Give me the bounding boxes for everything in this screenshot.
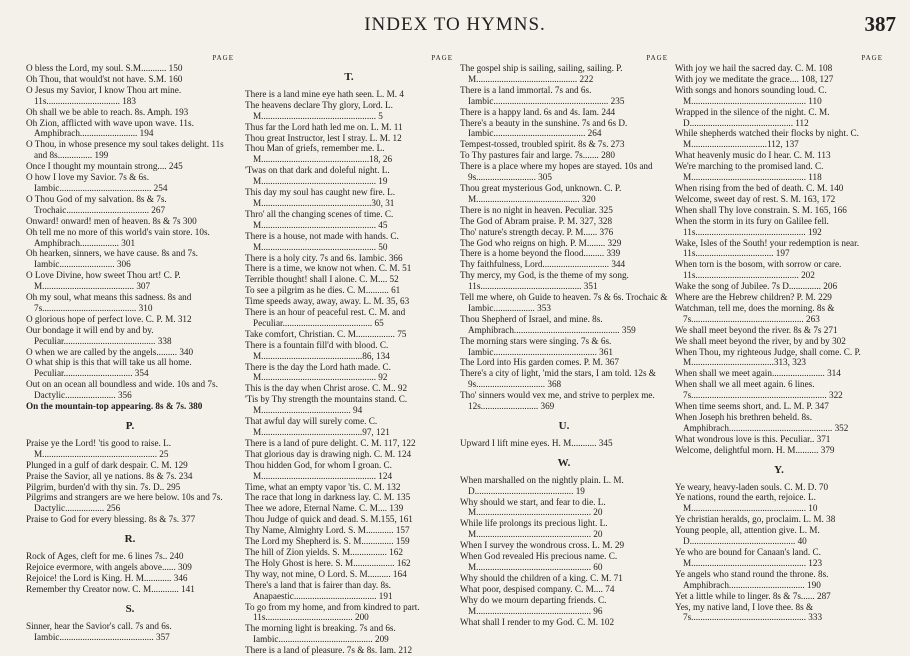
hymn-entry: The gospel ship is sailing, sailing, sailing. P. M............................................ 222 (460, 63, 623, 84)
page-column-label: PAGE (212, 54, 234, 62)
hymn-entry: There is a holy city. 7s and 6s. Iambic. 366 (245, 252, 403, 263)
hymn-entry: Thou Judge of quick and dead. S. M.155, 161 (245, 514, 413, 525)
hymn-entry: Watchman, tell me, does the morning. 8s & 7s................................................. 263 (675, 302, 835, 324)
hymn-entry: What heavenly music do I hear. C. M. 113 (675, 150, 831, 161)
hymn-entry: 'Twas on that dark and doleful night. L. M.................................................. 19 (245, 165, 390, 187)
hymn-entry: The Lord into His garden comes. P. M. 367 (460, 357, 619, 368)
hymn-entry: While shepherds watched their flocks by night. C. M.................................112, 137 (675, 128, 859, 150)
hymn-entry: With joy we meditate the grace.... 108, 127 (675, 73, 834, 84)
hymn-entry: Why should we start, and fear to die. L. M.................................................. 20 (460, 496, 606, 518)
hymn-entry: Ye angels who stand round the throne. 8s. Amphibrach................................. 190 (675, 568, 829, 590)
index-column-1 (26, 54, 234, 642)
hymn-entry: Pilgrims and strangers are we here below. 10s and 7s. Dactylic................. 256 (26, 492, 223, 514)
hymn-entry: The morning stars were singing. 7s & 6s. Iambic............................................. 361 (460, 335, 613, 357)
hymn-entry: O Jesus my Savior, I know Thou art mine. 11s................................ 183 (26, 84, 182, 106)
hymn-entry: O Thou God of my salvation. 8s & 7s. Trochaic.................................... 267 (26, 193, 167, 215)
hymn-entry: The hill of Zion yields. S. M................ 162 (245, 546, 403, 557)
section-letter: W. (557, 456, 571, 469)
hymn-entry: The God of Abram praise. P. M. 327, 328 (460, 215, 613, 226)
hymn-entry: Thou great mysterious God, unknown. C. P. M............................................. 320 (460, 182, 622, 204)
hymn-entry: Why do we mourn departing friends. C. M.................................................. 96 (460, 594, 607, 616)
hymn-entry: There's a city of light, 'mid the stars, I am told. 12s & 9s.............................. 368 (460, 368, 656, 390)
hymn-entry: Ye who are bound for Canaan's land. C. M.................................................. 123 (675, 546, 823, 568)
hymn-entry: Rejoice! the Lord is King. H. M............ 346 (26, 572, 188, 583)
hymn-entry: There is a home beyond the flood......... 339 (460, 248, 621, 259)
hymn-entry: There's a land that is fairer than day. 8s. Anapaestic.................................... 191 (245, 579, 393, 601)
hymn-entry: Ye weary, heavy-laden souls. C. M. D. 70 (675, 481, 829, 492)
hymn-entry: There is a land of pure delight. C. M. 117, 122 (245, 437, 416, 448)
hymn-entry: Oh Zion, afflicted with wave upon wave. 11s. Amphibrach......................... 194 (26, 117, 194, 139)
hymn-entry: Ye christian heralds, go, proclaim. L. M. 38 (675, 514, 836, 525)
hymn-entry: That awful day will surely come. C. M............................................97, 121 (245, 416, 390, 437)
page-title: INDEX TO HYMNS. (364, 14, 546, 35)
hymn-entry: Oh my soul, what means this sadness. 8s and 7s......................................... 310 (26, 292, 192, 313)
hymn-entry: Welcome, sweet day of rest. S. M. 163, 172 (675, 193, 836, 204)
hymn-entry: With joy we hail the sacred day. C. M. 108 (675, 63, 833, 73)
hymn-entry: Thou Shepherd of Israel, and mine. 8s. Amphibrach.............................................. 359 (460, 313, 636, 335)
hymn-entry: O Thou, in whose presence my soul takes delight. 11s and 8s............... 199 (26, 139, 224, 161)
hymn-entry: Our bondage it will end by and by. Peculiar........................................ 338 (26, 324, 172, 346)
section-letter: P. (125, 420, 135, 432)
hymn-entry: Praise ye the Lord! 'tis good to raise. L. M.................................................. 25 (26, 437, 172, 459)
hymn-entry: When God revealed His precious name. C. M.................................................. 60 (460, 551, 618, 572)
hymn-entry: Welcome, delightful morn. H. M.......... 379 (675, 444, 835, 455)
hymn-entry: When time seems short, and. L. M. P. 347 (675, 401, 829, 412)
hymn-entry: We shall meet beyond the river. 8s & 7s 271 (675, 324, 838, 335)
page-number: 387 (864, 12, 896, 36)
hymn-entry: There is an hour of peaceful rest. C. M. and Peculiar....................................... 65 (245, 307, 406, 328)
hymn-entry: When Joseph his brethren beheld. 8s. Amphibrach............................................. 352 (675, 412, 849, 433)
hymn-entry: The race that long in darkness lay. C. M. 135 (245, 492, 411, 503)
hymn-entry: What wondrous love is this. Peculiar.. 371 (675, 433, 831, 444)
hymn-entry: To Thy pastures fair and large. 7s....... 280 (460, 150, 615, 161)
hymn-entry: Upward I lift mine eyes. H. M........... 345 (460, 437, 613, 448)
hymn-entry: Young people, all, attention give. L. M. D.............................................. 40 (675, 525, 820, 547)
hymn-entry: Time, what an empty vapor 'tis. C. M. 132 (245, 481, 401, 492)
hymn-entry: O what ship is this that will take us all home. Peculiar.............................. 354 (26, 357, 192, 379)
hymn-entry: O bless the Lord, my soul. S.M........... 150 (26, 63, 183, 73)
hymn-entry: What shall I render to my God. C. M. 102 (460, 616, 615, 627)
hymn-entry: That glorious day is drawing nigh. C. M. 124 (245, 448, 412, 459)
hymn-entry: When I survey the wondrous cross. L. M. 29 (460, 540, 625, 551)
hymn-entry: Pilgrim, burden'd with thy sin. 7s. D.. 295 (26, 481, 181, 492)
hymn-entry: There is a happy land. 6s and 4s. Iam. 244 (460, 106, 616, 117)
hymn-entry: When marshalled on the nightly plain. L. M. D........................................... 19 (460, 474, 624, 496)
hymn-entry: Time speeds away, away, away. L. M. 35, 63 (245, 296, 410, 307)
hymn-entry: Rock of Ages, cleft for me. 6 lines 7s.. 240 (26, 551, 184, 562)
hymn-entry: Yes, my native land, I love thee. 8s & 7s.................................................. 333 (675, 601, 823, 623)
hymn-entry: To see a pilgrim as he dies. C. M.......... 61 (245, 285, 401, 296)
hymn-entry: Thou hidden God, for whom I groan. C. M.................................................. 124 (245, 459, 393, 481)
hymn-entry: Sinner, hear the Savior's call. 7s and 6s. Iambic......................................... 357 (26, 620, 172, 642)
section-letter: T. (344, 71, 354, 83)
hymn-entry: There is a fountain fill'd with blood. C. M............................................86, 134 (245, 339, 390, 361)
hymn-entry: Thy faithfulness, Lord............................. 344 (460, 259, 626, 270)
index-column-2 (245, 54, 453, 656)
hymn-entry: There is a land mine eye hath seen. L. M. 4 (245, 88, 404, 99)
hymn-entry: O when we are called by the angels......... 340 (26, 346, 194, 357)
section-letter: R. (124, 533, 136, 546)
hymn-entry: When shall Thy love constrain. S. M. 165, 166 (675, 204, 847, 215)
index-column-3 (460, 54, 668, 627)
hymn-entry: When shall we all meet again. 6 lines. 7s........................................................... 322 (675, 379, 843, 401)
hymn-entry: Take comfort, Christian. C. M................. 75 (245, 328, 407, 339)
hymn-entry: 'Tis by Thy strength the mountains stand. C. M....................................... 94 (245, 394, 408, 416)
hymn-entry: The Lord my Shepherd is. S. M.............. 159 (245, 536, 410, 547)
hymn-entry: Tho' nature's strength decay. P. M...... 376 (460, 226, 614, 237)
hymn-entry: Oh tell me no more of this world's vain store. 10s. Amphibrach................. 301 (26, 226, 210, 248)
page-column-label: PAGE (861, 54, 883, 62)
hymn-entry: Oh shall we be able to reach. 8s. Amph. 193 (26, 106, 189, 117)
hymn-entry: The God who reigns on high. P. M........ 329 (460, 237, 622, 248)
hymn-entry: O Love Divine, how sweet Thou art! C. P. M........................................ 307 (26, 270, 181, 292)
hymn-entry: Thy way, not mine, O Lord. S. M.......... 164 (245, 568, 407, 579)
hymn-entry: What poor, despised company. C. M.... 74 (460, 583, 615, 594)
hymn-entry: Plunged in a gulf of dark despair. C. M. 129 (26, 459, 188, 470)
section-letter: U. (558, 420, 570, 432)
hymn-entry: Thou Man of griefs, remember me. L. M...............................................18, 26 (245, 143, 393, 165)
hymn-entry: To go from my home, and from kindred to part. 11s...................................... 200 (245, 601, 420, 623)
hymn-entry: Yet a little while to linger. 8s & 7s...... 287 (675, 590, 831, 601)
hymn-entry: This is the day when Christ arose. C. M.. 92 (245, 383, 408, 394)
hymn-entry: There is a time, we know not when. C. M. 51 (245, 263, 412, 274)
section-letter: Y. (774, 463, 784, 476)
hymn-entry: When Thou, my righteous Judge, shall come. C. P. M....................................313, 323 (675, 346, 861, 368)
hymn-entry: When the storm in its fury on Galilee fell. 11s................................................ 192 (675, 215, 829, 237)
page-column-label: PAGE (431, 54, 453, 62)
hymn-entry: Tell me where, oh Guide to heaven. 7s & 6s. Trochaic & Iambic.................. 353 (460, 292, 668, 313)
page-column-label: PAGE (646, 54, 668, 62)
hymn-entry: Out on an ocean all boundless and wide. 10s and 7s. Dactylic...................... 356 (26, 379, 218, 401)
hymn-entry: The heavens declare Thy glory, Lord. L. M.................................................. 5 (245, 99, 393, 121)
hymn-entry: Thee we adore, Eternal Name. C. M.... 139 (245, 503, 404, 514)
hymn-entry: There is a house, not made with hands. C. M.................................................. 50 (245, 230, 399, 252)
hymn-entry: There's a beauty in the sunshine. 7s and 6s D. Iambic........................................ 264 (460, 117, 628, 139)
hymn-entry: Thus far the Lord hath led me on. L. M. 11 (245, 121, 403, 132)
hymn-entry: Why should the children of a king. C. M. 71 (460, 572, 623, 583)
hymn-entry: Thy Name, Almighty Lord. S. M............ 157 (245, 525, 410, 536)
hymn-entry: Wake, Isles of the South! your redemption is near. 11s.................................. 197 (675, 237, 859, 259)
hymn-entry: Remember thy Creator now. C. M............ 141 (26, 583, 195, 594)
section-letter: S. (125, 602, 135, 615)
hymn-entry: This day my soul has caught new fire. L. M................................................30, 31 (245, 187, 396, 208)
hymn-entry: O glorious hope of perfect love. C. P. M. 312 (26, 313, 192, 324)
hymn-entry: Thy mercy, my God, is the theme of my song. 11s............................................ 351 (460, 270, 629, 292)
hymn-entry: O how I love my Savior. 7s & 6s. Iambic........................................ 254 (26, 172, 168, 193)
hymn-entry: Wrapped in the silence of the night. C. M. D............................................. 112 (675, 106, 830, 128)
hymn-entry: Terrible thought! shall I alone. C. M.... 52 (245, 274, 399, 285)
hymn-entry: Rejoice evermore, with angels above...... 309 (26, 561, 192, 572)
hymn-entry: When torn is the bosom, with sorrow or care. 11s............................................. 202 (675, 259, 842, 281)
hymn-entry: Once I thought my mountain strong.... 245 (26, 161, 183, 172)
hymn-entry: Praise to God for every blessing. 8s & 7s. 377 (26, 514, 196, 525)
hymn-entry: Ye nations, round the earth, rejoice. L. M.................................................. 10 (675, 492, 818, 514)
hymn-entry: While life prolongs its precious light. L. M.................................................. 20 (460, 518, 608, 540)
hymn-entry: There is a place where my hopes are stayed. 10s and 9s.......................... 305 (460, 161, 653, 183)
hymn-entry: There is a land immortal. 7s and 6s. Iambic.................................................. 235 (460, 84, 625, 106)
hymn-entry: Tho' sinners would vex me, and strive to perplex me. 12s......................... 369 (460, 390, 655, 412)
hymn-entry: Thou great Instructor, lest I stray. L. M. 12 (245, 132, 402, 143)
hymn-entry: Praise the Savior, all ye nations. 8s & 7s. 234 (26, 470, 193, 481)
hymn-entry: When rising from the bed of death. C. M. 140 (675, 182, 844, 193)
hymn-entry: We shall meet beyond the river, by and by 302 (675, 335, 846, 346)
hymn-entry: The Holy Ghost is here. S. M.................. 162 (245, 557, 411, 568)
hymn-entry: Oh hearken, sinners, we have cause. 8s and 7s. Iambic........................ 306 (26, 248, 198, 270)
hymn-entry: The morning light is breaking. 7s and 6s. Iambic......................................... 209 (245, 623, 396, 645)
hymn-entry: There is no night in heaven. Peculiar. 325 (460, 204, 613, 215)
hymn-entry: On the mountain-top appearing. 8s & 7s. 380 (26, 401, 203, 412)
hymn-entry: With songs and honors sounding loud. C. M.................................................. 110 (675, 84, 827, 106)
hymn-entry: Where are the Hebrew children? P. M. 229 (675, 292, 832, 303)
hymn-entry: There is the day the Lord hath made. C. M.................................................. 92 (245, 361, 391, 383)
hymn-entry: Thro' all the changing scenes of time. C. M.................................................. 45 (245, 208, 394, 230)
hymn-entry: Wake the song of Jubilee. 7s D.............. 206 (675, 281, 838, 292)
hymn-entry: When shall we meet again....................... 314 (675, 368, 841, 379)
hymn-entry: There is a land of pleasure. 7s & 8s. Iam. 212 (245, 645, 413, 656)
hymn-entry: Onward! onward! men of heaven. 8s & 7s 300 (26, 215, 197, 226)
hymn-entry: Oh Thou, that would'st not have. S.M. 160 (26, 73, 183, 84)
hymn-entry: We're marching to the promised land. C. M.................................................. 118 (675, 161, 824, 183)
index-column-4 (675, 54, 883, 623)
hymn-entry: Tempest-tossed, troubled spirit. 8s & 7s. 273 (460, 139, 625, 150)
